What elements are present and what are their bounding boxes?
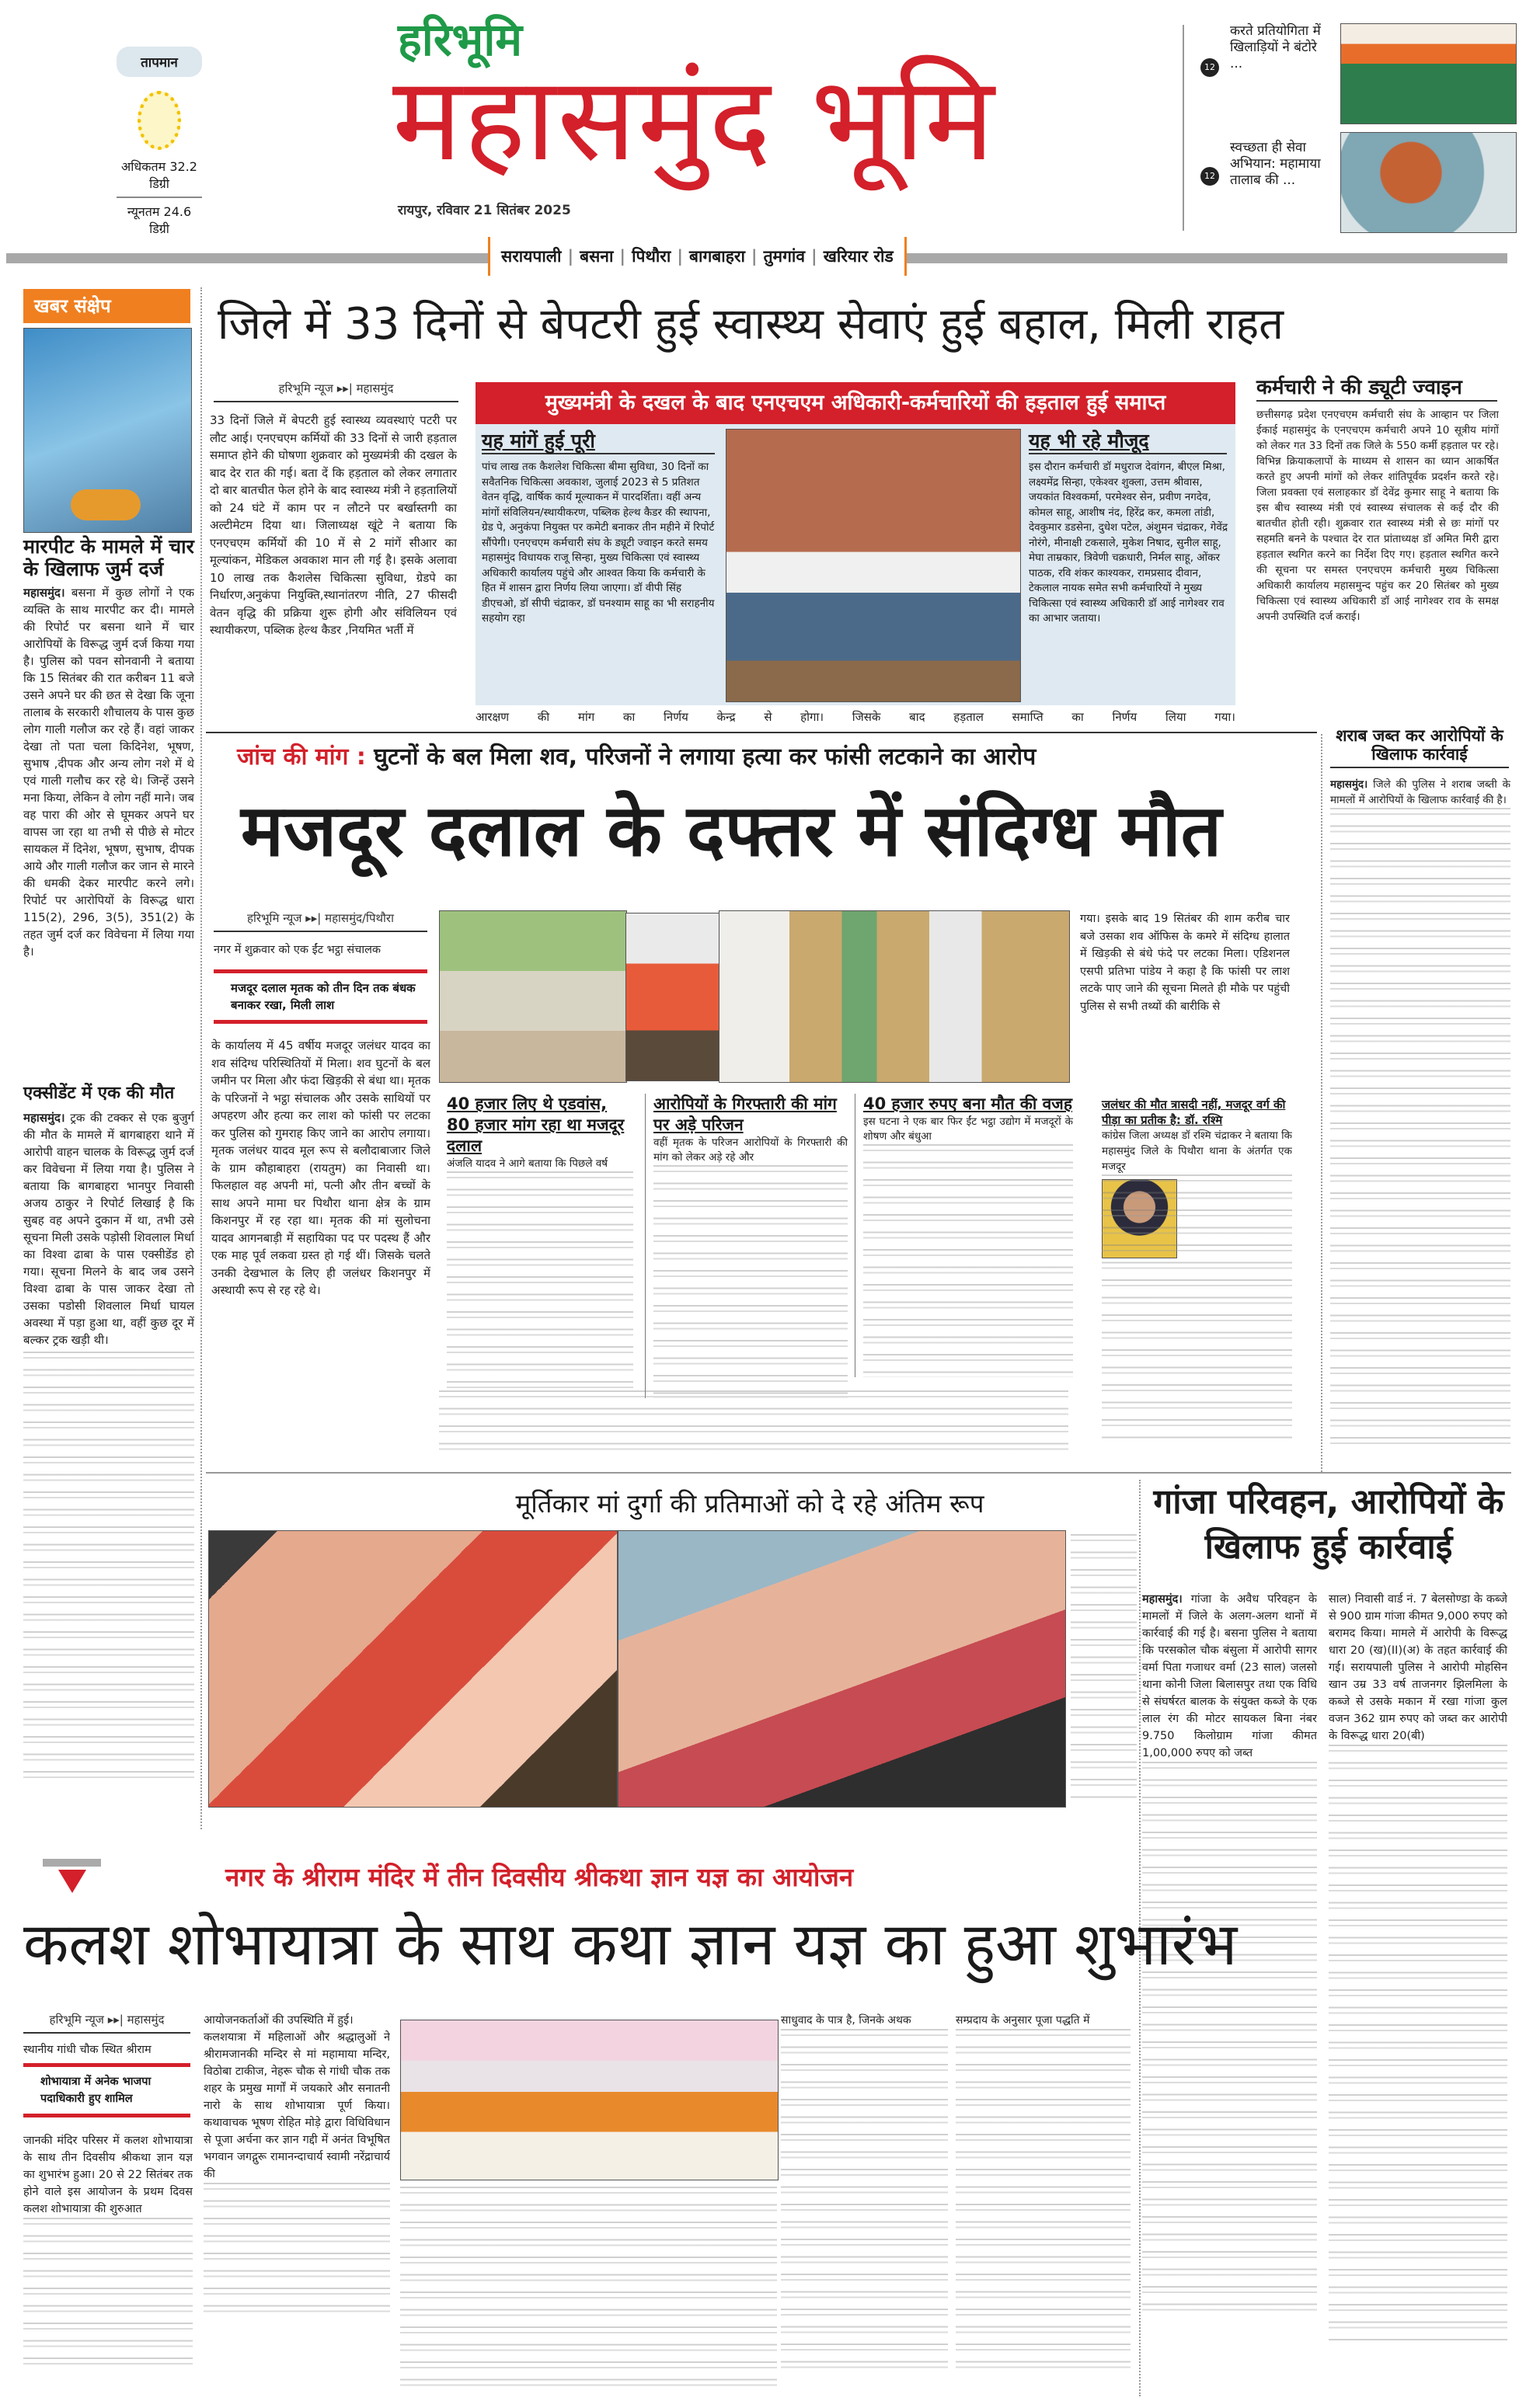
dateline: महासमुंद। (23, 586, 65, 600)
story-text: साल) निवासी वार्ड नं. 7 बेलसोण्डा के कब्जे से 900 ग्राम गांजा कीमत 9,000 रुपए को बरामद किया। मामले में आरोपी के विरूद्ध धारा 20 (ख)(II)(अ) के तहत कार्रवाई की गई। सरायपाली पुलिस ने आरोपी मोहसिन खान उम्र 33 वर्ष ताजनगर झिलमिला के कब्जे से उसके मकान में रखा गांजा कुल वजन 362 ग्राम रुपए को जब्त कर आरोपी के विरूद्ध धारा 20(बी) (1329, 1593, 1507, 1742)
subsection-text: इस घटना ने एक बार फिर ईंट भट्ठा उद्योग में मजदूरों के शोषण और बंधुआ (863, 1115, 1073, 1143)
weather-label: तापमान (117, 47, 202, 77)
brief-label: खबर संक्षेप (23, 289, 190, 323)
death-intro: नगर में शुक्रवार को एक ईंट भट्ठा संचालक (214, 944, 381, 956)
story-text: साधुवाद के पात्र है, जिनके अथक (781, 2014, 911, 2027)
brief-story-text (23, 584, 194, 1004)
subsection-title: आरोपियों के गिरफ्तारी की मांग पर अड़े परिजन (653, 1094, 837, 1134)
dateline: रायपुर, रविवार 21 सितंबर 2025 (398, 203, 571, 218)
highlight-text: मजदूर दलाल मृतक को तीन दिन तक बंधक बनाकर रखा, मिली लाश (231, 981, 416, 1012)
byline-place: महासमुंद/पिथौरा (325, 911, 394, 925)
box-text: इस दौरान कर्मचारी डॉ मधुराज देवांगन, बीएल मिश्रा, लक्ष्यमेंद्र सिन्हा, एकेश्वर शुक्ला, उत्तम श्रीवास, जयकांत विश्वकर्मा, परमेश्वर सेन, प्रवीण नगदेव, कोमल साहू, आशीष नंद, हिरेंद्र कर, कमला तांडी, देवकुमार डडसेना, दुधेश पटेल, अंशुमन चंद्राकर, गेवेंद्र नोरंगे, मीनाक्षी टकसाले, मुकेश निषाद, सुनील साहू, मेघा ताम्रकार, त्रिवेणी चक्रधारी, निर्मल साहू, ओंकर पाठक, रवि शंकर काश्यकर, रामप्रसाद दीवान, टेकलाल नायक समेत सभी कर्मचारियों ने मुख्य चिकित्सा एवं स्वास्थ्य अधिकारी डॉ आई नागेश्वर राव का आभार जताया। (1029, 461, 1228, 625)
lead-story-text: 33 दिनों जिले में बेपटरी हुई स्वास्थ्य व्यवस्थाएं पटरी पर लौट आई। एनएचएम कर्मियों की 33 दिनों से जारी हड़ताल समाप्त होने की घोषणा शुक्रवार को मुख्यमंत्री की दखल के बाद देर रात की गई। बता दें कि हड़ताल को लेकर लगातार दो बार बातचीत फेल होने के बाद स्वास्थ्य मंत्री ने हड़तालियों को 24 घंटे में काम पर न लौटने पर बर्खास्तगी का अल्टीमेटम दिया था। जिलाध्यक्ष खूंटे ने बताया कि एनएचएम कर्मियों की 10 में से 2 मांगें सीआर का मूल्यांकन, मेडिकल अवकाश मान ली गई है। इसके अलावा 10 लाख तक कैशलेस चिकित्सा सुविधा, ग्रेडपे का निर्धारण,अनुकंपा नियुक्ति,स्थानांतरण नीति, 27 फीसदी वेतन वृद्धि की प्रक्रिया शुरू होगी और संविलियन एवं स्थायीकरण, पब्लिक हेल्थ कैडर ,नियमित भर्ती में (210, 413, 457, 637)
ganja-headline: गांजा परिवहन, आरोपियों के खिलाफ हुई कार्रवाई (1153, 1482, 1504, 1567)
lead-info-box (476, 424, 1235, 705)
edition-link[interactable]: खरियार रोड (823, 247, 894, 266)
brand-logo: हरिभूमि (398, 13, 523, 66)
byline-agency: हरिभूमि न्यूज (49, 2013, 104, 2027)
subsection-text: वहीं मृतक के परिजन आरोपियों के गिरफ्तारी की मांग को लेकर अड़े रहे और (653, 1136, 848, 1164)
idols-caption-text (1071, 1534, 1137, 1798)
column-divider (200, 287, 202, 1829)
katha-column-2 (204, 2012, 390, 2396)
death-right-text: गया। इसके बाद 19 सितंबर की शाम करीब चार बजे उसका शव ऑफिस के कमरे में संदिग्ध हालात में खिड़की से बंधे फंदे पर लटका मिला। एडिशनल एसपी प्रतिभा पांडेय ने कहा है कि फांसी पर लाश लटके पाए जाने की सूचना मिलते ही मौके पर पहुंची पुलिस से सभी तथ्यों की बारीकि से (1080, 913, 1290, 1013)
death-subsection-4 (1102, 1097, 1292, 1439)
kicker-label: जांच की मांग : (237, 743, 366, 771)
brief-headline: एक्सीडेंट में एक की मौत (23, 1084, 175, 1103)
subsection-title: 40 हजार रुपए बना मौत की वजह (863, 1094, 1072, 1113)
katha-column-4 (956, 2012, 1131, 2396)
katha-column-3 (781, 2012, 948, 2396)
section-divider (206, 1472, 1511, 1474)
lead-banner: मुख्यमंत्री के दखल के बाद एनएचएम अधिकारी-कर्मचारियों की हड़ताल हुई समाप्त (476, 382, 1235, 424)
min-temperature: न्यूनतम 24.6 डिग्री (127, 204, 192, 236)
katha-intro: स्थानीय गांधी चौक स्थित श्रीराम (23, 2044, 152, 2056)
story-text: आयोजनकर्ताओं की उपस्थिति में हुई। (204, 2014, 354, 2027)
death-story-text: के कार्यालय में 45 वर्षीय मजदूर जलंधर यादव का शव संदिग्ध परिस्थितियों में मिला। शव घुटनों के बल जमीन पर मिला और फंदा खिड़की से बंधा था। मृतक के परिजनों ने भट्ठा संचालक और उसके साथियों पर अपहरण और हत्या कर लाश को फांसी पर लटका कर पुलिस को गुमराह किए जाने का आरोप लगाया। मृतक जलंधर यादव मूल रूप से बलौदाबाजार जिले के ग्राम कौहाबाहरा (रायतुम) का निवासी था। फिलहाल वह अपनी मां, पत्नी और तीन बच्चों के साथ अपने मामा घर पिथौरा थाना क्षेत्र के ग्राम किशनपुर में रह रहा था। मृतक की मां सुलोचना यादव आगनबाड़ी में सहायिका पद पर पदस्थ हैं और एक माह पूर्व लकवा ग्रस्त हो गई थीं। जिसके चलते उनकी देखभाल के लिए ही जलंधर किशनपुर में अस्थायी रूप से रह रहे थे। (211, 1039, 430, 1297)
story-text: सम्प्रदाय के अनुसार पूजा पद्धति में (956, 2014, 1090, 2027)
protest-photo (439, 910, 627, 1083)
story-text: जानकी मंदिर परिसर में कलश शोभायात्रा के साथ तीन दिवसीय श्रीकथा ज्ञान यज्ञ का शुभारंभ हुआ। 20 से 22 सितंबर तक होने वाले इस आयोजन के प्रथम दिवस कलश शोभायात्रा की शुरुआत (23, 2135, 193, 2215)
kicker-text: घुटनों के बल मिला शव, परिजनों ने लगाया हत्या कर फांसी लटकाने का आरोप (374, 743, 1036, 771)
story-text: कलशयात्रा में महिलाओं और श्रद्धालुओं ने श्रीरामजानकी मन्दिर से मां महामाया मन्दिर, विठोबा टाकीज, नेहरू चौक से गांधी चौक तक शहर के प्रमुख मार्गों में जयकारे और सनातनी नारो के साथ शोभायात्रा पूर्ण किया। कथावाचक भूषण रोहित मोड़े द्वारा विधिविधान से पूजा अर्चना कर ज्ञान गद्दी में अनंत विभूषित भगवान जगद्गुरू रामानन्दाचार्य स्वामी नरेंद्राचार्य की (204, 2031, 390, 2180)
byline-place: महासमुंद (356, 381, 394, 395)
story-text: ट्रक की टक्कर से एक बुजुर्ग की मौत के मामले में बागबाहरा थाने में आरोपी वाहन चालक के विरूद्ध जुर्म दर्ज कर विवेचना में लिया गया है। पुलिस ने बताया कि बागबाहरा भानपुर निवासी अजय ठाकुर ने रिपोर्ट लिखाई है कि सुबह वह अपने दुकान में था, तभी उसे सूचना मिली उसके पड़ोसी शिवलाल मिर्धा का विश्वा ढाबा के पास एक्सीडेंड हो गया। सूचना मिलने के बाद जब उसने विश्वा ढाबा के पास जाकर देखा तो उसका पडोसी शिवलाल मिर्धा घायल अवस्था में पड़ा हुआ था, वहीं कुछ दूर में बल्कर ट्रक खड़ी थी। (23, 1111, 194, 1347)
edition-nav: सरायपाली | बसना | पिथौरा | बागबाहरा | तुमगांव | खरियार रोड (488, 237, 907, 276)
teaser-2[interactable] (1200, 132, 1511, 233)
story-text: बसना में कुछ लोगों ने एक व्यक्ति के साथ मारपीट कर दी। मामले की रिपोर्ट पर बसना थाने में चार आरोपियों के विरूद्ध जुर्म दर्ज किया गया है। पुलिस को पवन सोनवानी ने बताया कि 15 सितंबर की रात करीबन 11 बजे उसने अपने घर की छत से देखा कि जूना तालाब के सरकारी शौचालय के पास कुछ लोग गाली गलौज कर रहे हैं। वहां जाकर देखा तो पता चला किदिनेश, भूषण, सुभाष ,दीपक और अन्य लोग नशे में थे एवं गाली गलौच कर रहे थे। जिन्हें उसने मना किया, लेकिन वे लोग नहीं माने। जब वह पारा की ओर से घूमकर अपने घर वापस जा रहा था तभी से पीछे से मोटर सायकल में दिनेश, भूषण, सुभाष, दीपक आये और गाली गलौज कर जान से मारने की धमकी देकर मारपीट करने लगे। रिपोर्ट पर आरोपियों के विरूद्ध धारा 115(2), 296, 3(5), 351(2) के तहत जुर्म दर्ज कर विवेचना में लिया गया है। (23, 586, 194, 959)
sun-icon (138, 91, 181, 150)
lead-photo (726, 429, 1021, 702)
chevron-icon (43, 1859, 101, 1902)
highlight-text: शोभायात्रा में अनेक भाजपा पदाधिकारी हुए शामिल (40, 2076, 152, 2105)
teaser-photo (1340, 23, 1517, 124)
police-photo-1 (625, 913, 720, 1081)
teaser-text: स्वच्छता ही सेवा अभियान: महामाया तालाब की ... (1230, 140, 1321, 188)
death-kicker (237, 739, 1294, 771)
dateline: महासमुंद। (1330, 778, 1368, 791)
death-headline: मजदूर दलाल के दफ्तर में संदिग्ध मौत (241, 789, 1222, 872)
story-text: जिले की पुलिस ने शराब जब्ती के मामलों में आरोपियों के खिलाफ कार्रवाई की है। (1330, 778, 1510, 806)
katha-kicker: नगर के श्रीराम मंदिर में तीन दिवसीय श्रीकथा ज्ञान यज्ञ का आयोजन (225, 1862, 854, 1892)
dateline: महासमुंद। (23, 1111, 65, 1125)
duty-story-text: छत्तीसगढ़ प्रदेश एनएचएम कर्मचारी संघ के आव्हान पर जिला ईकाई महासमुंद के एनएचएम कर्मचारी अपने 10 सूत्रीय मांगों को लेकर गत 33 दिनों तक जिले के 550 कर्मी हड़ताल पर रहे। विभिन्न क्रियाकलापों के माध्यम से शासन का ध्यान आकर्षित करते हुए अपनी मांगों को लेकर शांतिपूर्वक प्रदर्शन करते रहे। जिला प्रवक्ता एवं सलाहकार डॉ देवेंद्र कुमार साहू ने बताया कि इस बीच स्वास्थ्य मंत्री एवं स्वास्थ्य संचालक से कई दौर की बातचीत होती रही। शुक्रवार रात स्वास्थ्य मंत्री से छः मांगों पर सहमति बनने के पश्चात देर रात प्रांताध्यक्ष डॉ अमित मिरी द्वारा हड़ताल स्थगित करने का निर्देश दिए गए। हड़ताल स्थगित करने की सूचना पर समस्त एनएचएम कर्मचारी मुख्य चिकित्सा अधिकारी कार्यालय महासमुन्द पहुंच कर 20 सितंबर को मुख्य चिकित्सा एवं स्वास्थ्य अधिकारी डॉ आई नागेश्वर राव के समक्ष अपनी उपस्थिति दर्ज कराई। (1256, 409, 1499, 623)
lead-bottom-line: आरक्षण की मांग का निर्णय केन्द्र से होगा। जिसके बाद हड़ताल समाप्ति का निर्णय लिया गया। (476, 710, 1235, 724)
brief-illustration (23, 328, 192, 533)
byline: हरिभूमि न्यूज ▸▸| महासमुंद (214, 381, 458, 402)
edition-link[interactable]: तुमगांव (763, 247, 806, 266)
box-title: यह भी रहे मौजूद (1029, 430, 1227, 454)
death-subsection-2 (645, 1094, 848, 1398)
teaser-1[interactable] (1200, 23, 1511, 124)
katha-column-1 (23, 2132, 193, 2396)
ganja-column-2 (1329, 1591, 1507, 2395)
byline-agency: हरिभूमि न्यूज (247, 911, 302, 925)
byline-agency: हरिभूमि न्यूज (278, 381, 333, 395)
police-photo-2 (719, 910, 1070, 1083)
brief-story-text (23, 1109, 194, 1793)
edition-link[interactable]: पिथौरा (632, 247, 671, 266)
death-subsection-3 (855, 1094, 1073, 1377)
subsection-text: कांग्रेस जिला अध्यक्ष डॉ रश्मि चंद्राकर ने बताया कि महासमुंद जिले के पिथौरा थाना के अंतर्गत एक मजदूर (1102, 1129, 1292, 1173)
death-subsection-1 (447, 1094, 633, 1397)
byline-place: महासमुंद (127, 2013, 165, 2027)
liquor-story-text (1330, 777, 1510, 1460)
lead-headline: जिले में 33 दिनों से बेपटरी हुई स्वास्थ्य सेवाएं हुई बहाल, मिली राहत (218, 299, 1284, 350)
page-number-badge: 12 (1200, 167, 1219, 186)
subsection-text: अंजलि यादव ने आगे बताया कि पिछले वर्ष (447, 1157, 608, 1170)
idol-photo-2 (618, 1530, 1066, 1808)
katha-headline: कलश शोभायात्रा के साथ कथा ज्ञान यज्ञ का हुआ शुभारंभ (23, 1909, 1238, 1978)
box-title: यह मांगें हुई पूरी (482, 430, 715, 454)
edition-link[interactable]: बसना (580, 247, 614, 266)
max-temperature: अधिकतम 32.2 डिग्री (117, 158, 202, 198)
newspaper-title: महासमुंद भूमि (392, 52, 996, 187)
idols-headline: मूर्तिकार मां दुर्गा की प्रतिमाओं को दे रहे अंतिम रूप (515, 1488, 984, 1519)
liquor-headline: शराब जब्त कर आरोपियों के खिलाफ कार्रवाई (1330, 726, 1509, 768)
teaser-text: करते प्रतियोगिता में खिलाड़ियों ने बंटोरे ... (1230, 23, 1321, 71)
box-text: पांच लाख तक कैशलेश चिकित्सा बीमा सुविधा, 30 दिनों का सवैतनिक चिकित्सा अवकाश, जुलाई 2023 से 5 प्रतिशत वेतन वृद्धि, वार्षिक कार्य मूल्याकन में पारदर्शिता। वहीं अन्य मांगों संविलियन/स्थायीकरण, पब्लिक हेल्थ कैडर की स्थापना, ग्रेड पे, अनुकंपा नियुक्त पर कमेटी बनाकर तीन महीने में रिपोर्ट सौंपेगी। एनएचएम कर्मचारी संघ के ड्यूटी ज्वाइन करते समय महासमुंद विधायक राजू सिन्हा, मुख्य चिकित्सा एवं स्वास्थ्य अधिकारी कार्यालय पहुंचे और आश्वत किया कि कर्मचारी के हित में शासन द्वारा निर्णय लिया जाएगा। डॉ वीपी सिंह डीएचओ, डॉ सीपी चंद्राकर, डॉ घनश्याम साहू का भी सराहनीय सहयोग रहा (482, 461, 715, 625)
teaser-photo (1340, 132, 1517, 233)
katha-photo-text (400, 2187, 777, 2392)
duty-headline: कर्मचारी ने की ड्यूटी ज्वाइन (1256, 377, 1497, 402)
idol-photo-1 (208, 1530, 618, 1808)
katha-photo (400, 2020, 779, 2180)
subsection-title: जलंधर की मौत त्रासदी नहीं, मजदूर वर्ग की पीड़ा का प्रतीक है: डॉ. रश्मि (1102, 1098, 1286, 1127)
section-divider (206, 732, 1317, 733)
katha-highlight (23, 2063, 190, 2117)
ganja-column-1 (1142, 1591, 1317, 2395)
death-highlight (214, 969, 427, 1024)
edition-link[interactable]: सरायपाली (501, 247, 562, 266)
column-divider (1321, 734, 1322, 1472)
dateline: महासमुंद। (1142, 1593, 1183, 1606)
teaser-divider (1183, 25, 1184, 231)
death-bottom-text (439, 1390, 1068, 1460)
byline: हरिभूमि न्यूज ▸▸| महासमुंद/पिथौरा (214, 910, 427, 932)
subsection-title: 40 हजार लिए थे एडवांस, 80 हजार मांग रहा था मजदूर दलाल (447, 1094, 625, 1155)
edition-link[interactable]: बागबाहरा (689, 247, 745, 266)
brief-headline: मारपीट के मामले में चार के खिलाफ जुर्म दर्ज (23, 535, 194, 580)
story-text: गांजा के अवैध परिवहन के मामलों में जिले के अलग-अलग थानों में कार्रवाई की गई है। बसना पुलिस ने बताया कि परसकोल चौक बंसुला में आरोपी सागर वर्मा पिता गजाधर वर्मा (23 साल) जलसो थाना कोनी जिला बिलासपुर तथा एक विधि से संघर्षरत बालक के संयुक्त कब्जे के एक लाल रंग की मोटर सायकल बिना नंबर 9.750 किलोग्राम गांजा कीमत 1,00,000 रुपए को जब्त (1142, 1593, 1317, 1759)
byline: हरिभूमि न्यूज ▸▸| महासमुंद (23, 2012, 190, 2034)
page-number-badge: 12 (1200, 58, 1219, 77)
weather-box (117, 47, 202, 237)
